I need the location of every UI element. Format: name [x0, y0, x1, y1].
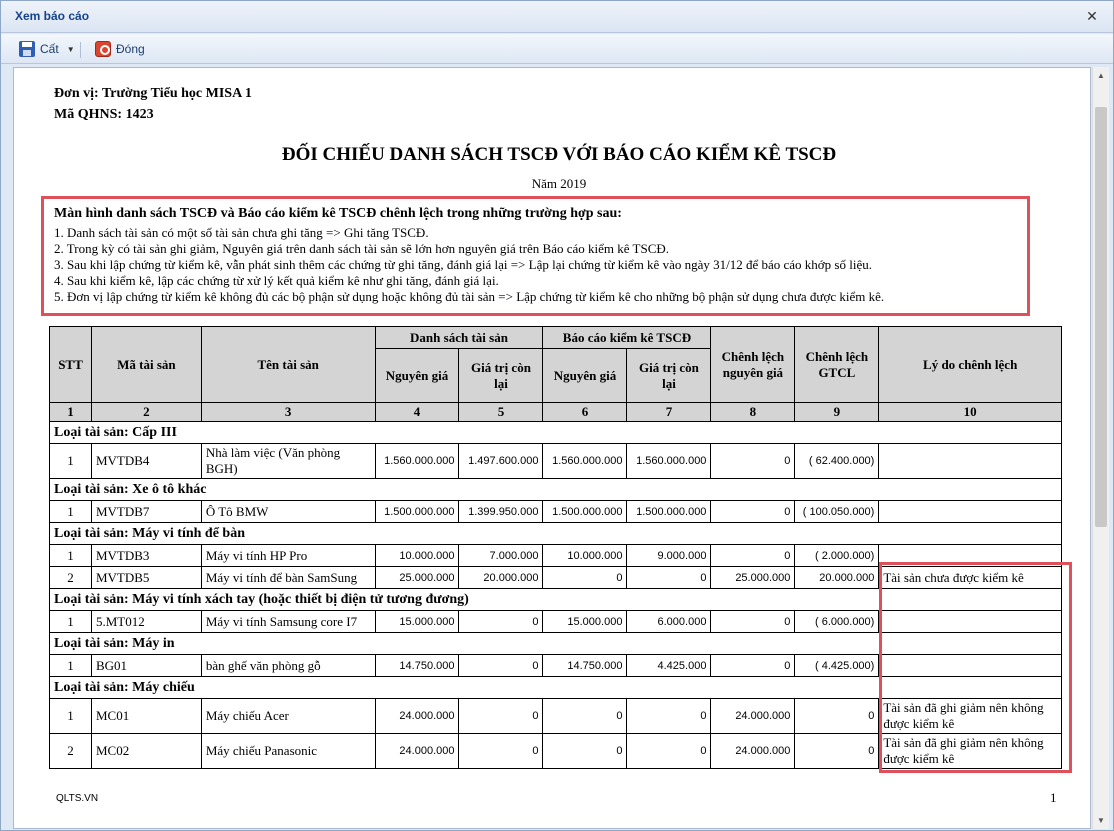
table-cell: ( 6.000.000) — [795, 611, 879, 633]
table-cell — [879, 444, 1062, 479]
table-cell: MVTDB4 — [91, 444, 201, 479]
table-cell — [879, 501, 1062, 523]
note-line: 5. Đơn vị lập chứng từ kiểm kê không đủ các bộ phận sử dụng hoặc không đủ tài sản => Lập chứng từ kiểm kê cho những bộ phận sử dụng chưa được kiểm kê. — [54, 289, 885, 304]
table-cell: 2 — [50, 567, 92, 589]
scroll-up-icon[interactable]: ▲ — [1097, 71, 1105, 80]
header-list-group: Danh sách tài sản — [375, 327, 543, 349]
table-cell: 0 — [459, 734, 543, 769]
table-cell: MVTDB3 — [91, 545, 201, 567]
unit-value: Trường Tiểu học MISA 1 — [101, 86, 252, 101]
table-cell: 10.000.000 — [375, 545, 459, 567]
table-cell: 0 — [795, 734, 879, 769]
group-label: Loại tài sản: Máy vi tính để bàn — [50, 523, 1062, 545]
table-cell: 24.000.000 — [375, 734, 459, 769]
table-cell: 1.399.950.000 — [459, 501, 543, 523]
col-number: 7 — [627, 403, 711, 422]
table-cell: Máy vi tính HP Pro — [201, 545, 375, 567]
note-line: 1. Danh sách tài sản có một số tài sản chưa ghi tăng => Ghi tăng TSCĐ. — [54, 225, 429, 240]
save-icon — [19, 41, 35, 57]
table-cell: 1.500.000.000 — [375, 501, 459, 523]
table-cell: 1.560.000.000 — [543, 444, 627, 479]
table-cell: ( 4.425.000) — [795, 655, 879, 677]
header-code: Mã tài sản — [91, 327, 201, 403]
table-cell: ( 2.000.000) — [795, 545, 879, 567]
group-row — [50, 479, 1062, 501]
table-cell: 1.560.000.000 — [627, 444, 711, 479]
header-diff-gtcl: Chênh lệch GTCL — [795, 327, 879, 403]
table-cell: 0 — [711, 501, 795, 523]
table-cell: 0 — [459, 699, 543, 734]
group-label: Loại tài sản: Máy vi tính xách tay (hoặc thiết bị điện tử tương đương) — [50, 589, 1062, 611]
table-cell: 15.000.000 — [375, 611, 459, 633]
col-number: 10 — [879, 403, 1062, 422]
table-cell: 7.000.000 — [459, 545, 543, 567]
col-number: 9 — [795, 403, 879, 422]
report-year: Năm 2019 — [531, 176, 587, 191]
table-cell: 6.000.000 — [627, 611, 711, 633]
note-line: 4. Sau khi kiểm kê, lập các chứng từ xử lý kết quả kiểm kê như ghi tăng, đánh giá lại. — [54, 273, 499, 288]
table-cell: 1.500.000.000 — [543, 501, 627, 523]
table-cell: 0 — [459, 611, 543, 633]
table-cell: Nhà làm việc (Văn phòng BGH) — [201, 444, 375, 479]
table-cell: MC01 — [91, 699, 201, 734]
table-cell: 15.000.000 — [543, 611, 627, 633]
table-cell: Tài sản chưa được kiểm kê — [879, 567, 1062, 589]
scroll-down-icon[interactable]: ▼ — [1097, 816, 1105, 825]
table-cell: 0 — [543, 734, 627, 769]
footer-source: QLTS.VN — [56, 793, 99, 804]
highlight-box — [879, 562, 1072, 773]
scroll-thumb[interactable] — [1095, 107, 1107, 527]
table-cell: bàn ghế văn phòng gỗ — [201, 655, 375, 677]
vertical-scrollbar[interactable] — [1092, 67, 1109, 829]
header-stt: STT — [50, 327, 92, 403]
table-cell: 25.000.000 — [375, 567, 459, 589]
code-label: Mã QHNS: — [54, 107, 123, 122]
save-button[interactable] — [19, 39, 75, 59]
table-cell: 1 — [50, 699, 92, 734]
header-remaining: Giá trị còn lại — [627, 349, 711, 403]
group-label: Loại tài sản: Xe ô tô khác — [50, 479, 1062, 501]
note-box — [41, 196, 1030, 316]
window-title: Xem báo cáo — [15, 9, 90, 23]
col-number: 4 — [375, 403, 459, 422]
table-row — [50, 501, 1062, 523]
code-value: 1423 — [125, 107, 154, 122]
table-cell: 1 — [50, 655, 92, 677]
note-line: 3. Sau khi lập chứng từ kiểm kê, vẫn phát sinh thêm các chứng từ ghi tăng, đánh giá lại => Lập lại chứng từ kiểm kê vào ngày 31/12 để báo cáo khớp số liệu. — [54, 257, 872, 272]
header-orig-price: Nguyên giá — [375, 349, 459, 403]
table-cell: Máy chiếu Acer — [201, 699, 375, 734]
table-row — [50, 444, 1062, 479]
table-cell: 0 — [627, 734, 711, 769]
table-cell: 14.750.000 — [375, 655, 459, 677]
table-cell: Ô Tô BMW — [201, 501, 375, 523]
table-cell: Máy vi tính để bàn SamSung — [201, 567, 375, 589]
code-line — [54, 107, 154, 123]
table-cell: 1.497.600.000 — [459, 444, 543, 479]
table-cell: 0 — [627, 699, 711, 734]
table-cell: 20.000.000 — [795, 567, 879, 589]
table-cell: 20.000.000 — [459, 567, 543, 589]
table-cell: 24.000.000 — [375, 699, 459, 734]
group-label: Loại tài sản: Máy in — [50, 633, 1062, 655]
unit-label: Đơn vị: — [54, 86, 99, 101]
table-cell: 0 — [795, 699, 879, 734]
table-cell: 1 — [50, 444, 92, 479]
table-cell: 9.000.000 — [627, 545, 711, 567]
note-heading: Màn hình danh sách TSCĐ và Báo cáo kiểm kê TSCĐ chênh lệch trong những trường hợp sau: — [54, 206, 622, 221]
table-cell: 0 — [711, 611, 795, 633]
group-label: Loại tài sản: Cấp III — [50, 422, 1062, 444]
toolbar-divider — [80, 42, 81, 58]
table-cell: 0 — [627, 567, 711, 589]
table-cell: 0 — [543, 567, 627, 589]
header-diff-orig: Chênh lệch nguyên giá — [711, 327, 795, 403]
group-label: Loại tài sản: Máy chiếu — [50, 677, 1062, 699]
page-number: 1 — [1050, 790, 1057, 805]
col-number: 5 — [459, 403, 543, 422]
col-number: 6 — [543, 403, 627, 422]
table-cell: 2 — [50, 734, 92, 769]
table-cell: 25.000.000 — [711, 567, 795, 589]
table-cell: 0 — [543, 699, 627, 734]
unit-line — [54, 86, 252, 102]
table-cell: 1 — [50, 545, 92, 567]
table-cell: MVTDB7 — [91, 501, 201, 523]
table-cell: 5.MT012 — [91, 611, 201, 633]
header-orig-price: Nguyên giá — [543, 349, 627, 403]
chevron-down-icon[interactable]: ▼ — [66, 44, 75, 54]
table-cell: 0 — [711, 655, 795, 677]
save-label: Cất — [40, 42, 59, 56]
table-cell: 24.000.000 — [711, 734, 795, 769]
col-number: 1 — [50, 403, 92, 422]
close-button[interactable] — [95, 39, 145, 59]
table-cell: 1.560.000.000 — [375, 444, 459, 479]
header-reason: Lý do chênh lệch — [879, 327, 1062, 403]
header-remaining: Giá trị còn lại — [459, 349, 543, 403]
table-cell: 14.750.000 — [543, 655, 627, 677]
title-bar — [1, 1, 1113, 33]
close-icon[interactable]: ✕ — [1086, 8, 1098, 24]
toolbar — [1, 34, 1113, 64]
group-row — [50, 422, 1062, 444]
report-title: ĐỐI CHIẾU DANH SÁCH TSCĐ VỚI BÁO CÁO KIỂM KÊ TSCĐ — [281, 144, 837, 165]
table-cell: 1 — [50, 611, 92, 633]
table-cell: 0 — [711, 444, 795, 479]
group-row — [50, 523, 1062, 545]
table-cell: 0 — [711, 545, 795, 567]
table-cell: 24.000.000 — [711, 699, 795, 734]
table-cell: ( 62.400.000) — [795, 444, 879, 479]
table-cell: Tài sản đã ghi giảm nên không được kiểm kê — [879, 699, 1062, 734]
col-number: 8 — [711, 403, 795, 422]
col-number: 3 — [201, 403, 375, 422]
table-cell: MVTDB5 — [91, 567, 201, 589]
table-cell: 1.500.000.000 — [627, 501, 711, 523]
note-line: 2. Trong kỳ có tài sản ghi giảm, Nguyên giá trên danh sách tài sản sẽ lớn hơn nguyên giá trên Báo cáo kiểm kê TSCĐ. — [54, 241, 670, 256]
table-cell: Tài sản đã ghi giảm nên không được kiểm kê — [879, 734, 1062, 769]
table-cell: ( 100.050.000) — [795, 501, 879, 523]
col-number: 2 — [91, 403, 201, 422]
close-label: Đóng — [116, 42, 145, 56]
table-cell: 4.425.000 — [627, 655, 711, 677]
table-cell: 10.000.000 — [543, 545, 627, 567]
power-icon — [95, 41, 111, 57]
table-cell: MC02 — [91, 734, 201, 769]
table-cell: Máy chiếu Panasonic — [201, 734, 375, 769]
header-name: Tên tài sản — [201, 327, 375, 403]
header-inventory-group: Báo cáo kiểm kê TSCĐ — [543, 327, 711, 349]
table-cell: 1 — [50, 501, 92, 523]
table-cell: 0 — [459, 655, 543, 677]
report-viewport[interactable] — [13, 67, 1091, 829]
table-cell: Máy vi tính Samsung core I7 — [201, 611, 375, 633]
table-cell: BG01 — [91, 655, 201, 677]
